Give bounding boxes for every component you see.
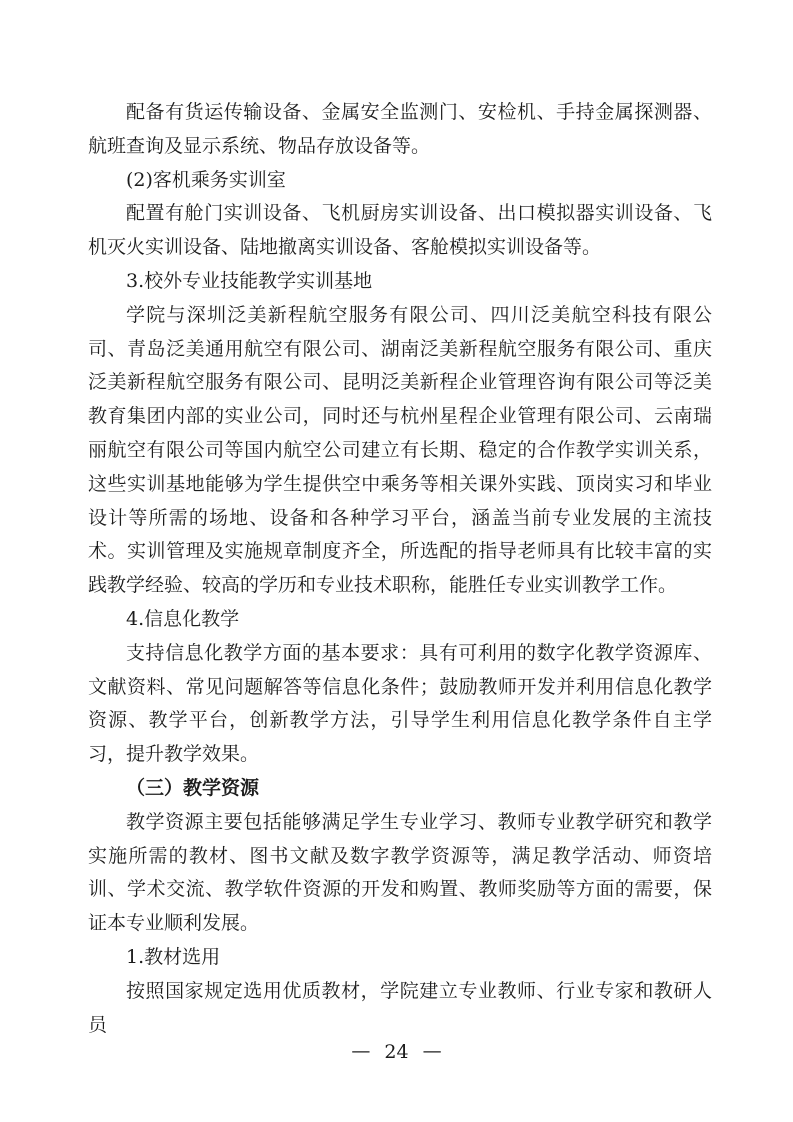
footer-left-dash: — [351,1040,371,1062]
paragraph-textbook-selection: 按照国家规定选用优质教材，学院建立专业教师、行业专家和教研人员 [88,979,712,1036]
heading-teaching-resources: （三）教学资源 [126,776,260,799]
page-footer [0,1040,793,1064]
page-number: 24 [384,1041,409,1063]
heading-cabin-crew-lab: (2)客机乘务实训室 [126,168,286,191]
heading-informatization-teaching: 4.信息化教学 [126,607,240,630]
paragraph-cargo-equipment-list: 配备有货运传输设备、金属安全监测门、安检机、手持金属探测器、航班查询及显示系统、物品存放设备等。 [88,101,712,157]
footer-right-dash: — [422,1040,442,1062]
heading-offcampus-training-bases: 3.校外专业技能教学实训基地 [126,269,373,292]
paragraph-cabin-equipment-list: 配置有舱门实训设备、飞机厨房实训设备、出口模拟器实训设备、飞机灭火实训设备、陆地撤离实训设备、客舱模拟实训设备等。 [88,202,712,259]
paragraph-training-base-partners: 学院与深圳泛美新程航空服务有限公司、四川泛美航空科技有限公司、青岛泛美通用航空有限公司、湖南泛美新程航空服务有限公司、重庆泛美新程航空服务有限公司、昆明泛美新程企业管理咨询有限公司等泛美教育集团内部的实业公司，同时还与杭州星程企业管理有限公司、云南瑞丽航空有限公司等国内航空公司建立有长期、稳定的合作教学实训关系，这些实训基地能够为学生提供空中乘务等相关课外实践、顶岗实习和毕业设计等所需的场地、设备和各种学习平台，涵盖当前专业发展的主流技术。实训管理及实施规章制度齐全，所选配的指导老师具有比较丰富的实践教学经验、较高的学历和专业技术职称，能胜任专业实训教学工作。 [88,303,712,597]
paragraph-informatization-teaching: 支持信息化教学方面的基本要求：具有可利用的数字化教学资源库、文献资料、常见问题解答等信息化条件；鼓励教师开发并利用信息化教学资源、教学平台，创新教学方法，引导学生利用信息化教学条件自主学习，提升教学效果。 [88,641,712,766]
paragraph-teaching-resources: 教学资源主要包括能够满足学生专业学习、教师专业教学研究和教学实施所需的教材、图书文献及数字教学资源等，满足教学活动、师资培训、学术交流、教学软件资源的开发和购置、教师奖励等方面的需要，保证本专业顺利发展。 [88,810,712,935]
document-body [88,96,712,1042]
heading-textbook-selection: 1.教材选用 [126,945,221,968]
